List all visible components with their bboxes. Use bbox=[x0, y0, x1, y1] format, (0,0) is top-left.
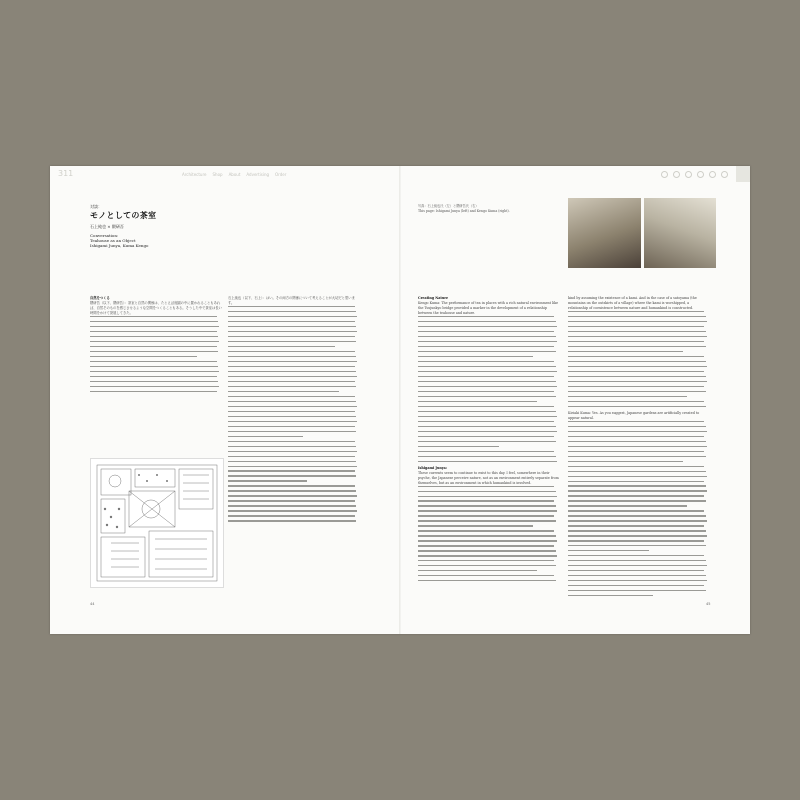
text-line bbox=[90, 376, 217, 377]
text-line bbox=[418, 525, 533, 526]
text-line bbox=[228, 386, 356, 387]
text-line bbox=[228, 436, 303, 437]
text-line bbox=[418, 491, 556, 492]
text-line bbox=[568, 386, 704, 387]
body-text-lines bbox=[90, 316, 222, 392]
column-text: 石上純也（以下、石上）：はい。その両方の関係について考えることが大切だと思います。 bbox=[228, 296, 355, 305]
text-line bbox=[228, 311, 356, 312]
text-line bbox=[568, 515, 706, 516]
text-line bbox=[418, 376, 554, 377]
text-line bbox=[418, 381, 556, 382]
text-line bbox=[90, 336, 218, 337]
text-line bbox=[228, 520, 356, 521]
search-icon[interactable] bbox=[685, 171, 692, 178]
text-line bbox=[228, 391, 339, 392]
text-line bbox=[418, 426, 556, 427]
text-line bbox=[228, 431, 356, 432]
text-line bbox=[228, 446, 356, 447]
text-line bbox=[90, 391, 217, 392]
text-line bbox=[418, 456, 556, 457]
text-line bbox=[568, 381, 707, 382]
text-line bbox=[418, 341, 557, 342]
text-line bbox=[228, 321, 355, 322]
text-line bbox=[568, 485, 706, 486]
text-line bbox=[90, 316, 217, 317]
nav-item-about[interactable]: About bbox=[228, 172, 241, 177]
text-line bbox=[228, 466, 357, 467]
text-line bbox=[418, 515, 554, 516]
text-line bbox=[568, 336, 707, 337]
text-line bbox=[568, 500, 706, 501]
column-text: 隈研吾（以下、隈研吾）：茶室と自然の関係は、たとえば庭園の中に置かれることもあれば、自然そのものを感じさせるような空間をつくることもある。そうした中で茶室は長い時間をかけて発展してきた。 bbox=[90, 301, 222, 315]
article-title-en bbox=[90, 233, 180, 248]
text-line bbox=[418, 545, 554, 546]
text-line bbox=[90, 326, 219, 327]
text-line bbox=[418, 321, 556, 322]
caption-en: This page: Ishigami Junya (left) and Kengo Kuma (right). bbox=[418, 208, 510, 213]
text-line bbox=[568, 510, 704, 511]
text-line bbox=[228, 401, 356, 402]
text-line bbox=[418, 356, 533, 357]
text-line bbox=[418, 411, 556, 412]
text-line bbox=[228, 306, 355, 307]
text-line bbox=[568, 565, 707, 566]
body-text-lines bbox=[418, 316, 560, 462]
text-line bbox=[568, 426, 706, 427]
text-line bbox=[568, 401, 704, 402]
text-line bbox=[568, 520, 707, 521]
title-en-line2: Ishigami Junya, Kuma Kengo bbox=[90, 243, 149, 248]
text-line bbox=[568, 366, 707, 367]
text-line bbox=[418, 336, 556, 337]
nav-item-architecture[interactable]: Architecture bbox=[182, 172, 207, 177]
text-line bbox=[568, 331, 706, 332]
text-line bbox=[228, 341, 356, 342]
text-line bbox=[228, 381, 355, 382]
text-line bbox=[228, 515, 355, 516]
text-line bbox=[418, 436, 554, 437]
text-line bbox=[228, 470, 355, 471]
text-line bbox=[418, 346, 554, 347]
text-line bbox=[228, 495, 357, 496]
text-line bbox=[418, 386, 557, 387]
text-line bbox=[568, 525, 704, 526]
text-line bbox=[228, 366, 355, 367]
text-line bbox=[418, 421, 554, 422]
text-line bbox=[90, 321, 218, 322]
text-line bbox=[418, 570, 537, 571]
text-line bbox=[418, 331, 554, 332]
title-en-line1: Teahouse as an Object bbox=[90, 238, 136, 243]
text-line bbox=[418, 520, 556, 521]
article-kicker: 対談： bbox=[90, 204, 102, 209]
text-line bbox=[568, 471, 706, 472]
text-line bbox=[568, 575, 706, 576]
body-column-4 bbox=[568, 296, 710, 600]
text-line bbox=[90, 386, 219, 387]
text-line bbox=[418, 535, 556, 536]
text-line bbox=[228, 396, 355, 397]
text-line bbox=[568, 326, 704, 327]
issue-number: 311 bbox=[58, 169, 74, 178]
text-line bbox=[568, 550, 649, 551]
text-line bbox=[568, 406, 706, 407]
text-line bbox=[90, 341, 219, 342]
text-line bbox=[228, 416, 356, 417]
text-line bbox=[568, 371, 704, 372]
text-line bbox=[568, 490, 707, 491]
column-heading-2: Ishigami Junya: bbox=[418, 465, 448, 470]
text-line bbox=[568, 356, 704, 357]
text-line bbox=[418, 366, 556, 367]
text-line bbox=[568, 316, 706, 317]
text-line bbox=[90, 371, 219, 372]
text-line bbox=[90, 361, 217, 362]
text-line bbox=[418, 351, 556, 352]
text-line bbox=[418, 486, 554, 487]
text-line bbox=[418, 416, 557, 417]
text-line bbox=[568, 461, 683, 462]
text-line bbox=[228, 336, 355, 337]
title-en-label: Conversation: bbox=[90, 233, 119, 238]
text-line bbox=[228, 480, 307, 481]
nav-item-shop[interactable]: Shop bbox=[212, 172, 223, 177]
text-line bbox=[568, 476, 707, 477]
text-line bbox=[568, 451, 704, 452]
text-line bbox=[568, 346, 706, 347]
nav-item-order[interactable]: Order bbox=[275, 172, 287, 177]
text-line bbox=[228, 441, 355, 442]
text-line bbox=[228, 331, 357, 332]
text-line bbox=[228, 421, 357, 422]
text-line bbox=[568, 436, 704, 437]
body-text-lines bbox=[568, 311, 710, 407]
body-column-1 bbox=[90, 296, 222, 396]
text-line bbox=[228, 351, 355, 352]
text-line bbox=[228, 461, 356, 462]
column-text: Kengo Kuma: The performance of tea in places with a rich natural environment like the Tsujunkyo bridge provided a marker in the development of a relationship between the teahouse and nature. bbox=[418, 301, 559, 315]
text-line bbox=[90, 351, 218, 352]
text-line bbox=[418, 446, 499, 447]
text-line bbox=[228, 490, 356, 491]
text-line bbox=[418, 500, 554, 501]
text-line bbox=[568, 456, 706, 457]
text-line bbox=[568, 351, 683, 352]
text-line bbox=[568, 505, 687, 506]
body-text-lines bbox=[228, 306, 360, 522]
text-line bbox=[568, 590, 706, 591]
body-column-2 bbox=[228, 296, 360, 525]
text-line bbox=[568, 580, 707, 581]
text-line bbox=[228, 316, 357, 317]
portrait-photo-ishigami bbox=[568, 198, 641, 268]
text-line bbox=[418, 530, 554, 531]
text-line bbox=[228, 475, 356, 476]
floor-plan-svg bbox=[91, 459, 223, 587]
text-line bbox=[568, 376, 706, 377]
text-line bbox=[418, 441, 556, 442]
nav-item-advertising[interactable]: Advertising bbox=[246, 172, 270, 177]
text-line bbox=[568, 535, 707, 536]
text-line bbox=[418, 555, 557, 556]
text-line bbox=[418, 431, 557, 432]
text-line bbox=[418, 391, 554, 392]
text-line bbox=[418, 371, 557, 372]
text-line bbox=[418, 461, 557, 462]
text-line bbox=[228, 500, 355, 501]
text-line bbox=[418, 401, 537, 402]
text-line bbox=[418, 540, 557, 541]
text-line bbox=[568, 570, 704, 571]
text-line bbox=[418, 565, 556, 566]
text-line bbox=[228, 485, 355, 486]
article-authors-ja: 石上純也 × 隈研吾 bbox=[90, 224, 124, 229]
text-line bbox=[568, 441, 706, 442]
text-line bbox=[568, 466, 704, 467]
text-line bbox=[228, 451, 357, 452]
text-line bbox=[568, 530, 706, 531]
column-text: kind by assuming the existence of a kami. And in the case of a satoyama (the mountains on the outskirts of a village) where the kami is worshipped, a relationship of coexistence between nature and humankind is constructed. bbox=[568, 296, 697, 310]
column-heading: Creating Nature bbox=[418, 296, 449, 300]
text-line bbox=[418, 496, 557, 497]
menu-icon[interactable] bbox=[697, 171, 704, 178]
text-line bbox=[228, 406, 357, 407]
portrait-photo-kuma bbox=[644, 198, 716, 268]
text-line bbox=[418, 406, 554, 407]
text-line bbox=[228, 326, 356, 327]
toolbar-icons bbox=[661, 171, 728, 178]
text-line bbox=[568, 595, 653, 596]
body-text-lines bbox=[418, 486, 560, 582]
caption-ja: 写真：石上純也氏（左）と隈研吾氏（右） bbox=[418, 204, 479, 208]
top-navigation bbox=[182, 172, 286, 177]
text-line bbox=[568, 560, 706, 561]
magazine-spread bbox=[50, 166, 750, 634]
text-line bbox=[568, 321, 707, 322]
text-line bbox=[568, 361, 706, 362]
text-line bbox=[90, 346, 217, 347]
photo-caption bbox=[418, 204, 568, 213]
text-line bbox=[418, 575, 554, 576]
text-line bbox=[418, 580, 556, 581]
text-line bbox=[568, 495, 704, 496]
text-line bbox=[568, 311, 704, 312]
column-text-2: Kiriaki Kuma: Yes. As you suggest, Japanese gardens are artificially created to appear natural. bbox=[568, 410, 700, 420]
text-line bbox=[228, 361, 357, 362]
text-line bbox=[418, 560, 554, 561]
page-number-left: 44 bbox=[90, 602, 95, 606]
text-line bbox=[568, 391, 706, 392]
text-line bbox=[418, 550, 556, 551]
text-line bbox=[228, 426, 355, 427]
text-line bbox=[418, 361, 554, 362]
page-icon[interactable] bbox=[709, 171, 716, 178]
text-line bbox=[418, 451, 554, 452]
text-line bbox=[90, 366, 218, 367]
zoom-icon[interactable] bbox=[721, 171, 728, 178]
text-line bbox=[568, 446, 707, 447]
column-heading: 自然をつくる bbox=[90, 296, 110, 300]
text-line bbox=[90, 331, 217, 332]
page-number-right: 45 bbox=[706, 602, 711, 606]
column-text-2: These currents seem to continue to exist to this day. I feel, somewhere in their psyche, the Japanese perceive nature, not as an environment entirely separate from themselves, but as an environment in which humankind is involved. bbox=[418, 470, 559, 485]
page-corner-tab[interactable] bbox=[736, 166, 750, 182]
print-icon[interactable] bbox=[673, 171, 680, 178]
text-line bbox=[90, 381, 218, 382]
share-icon[interactable] bbox=[661, 171, 668, 178]
text-line bbox=[228, 346, 335, 347]
text-line bbox=[568, 555, 704, 556]
text-line bbox=[568, 585, 704, 586]
body-text-lines bbox=[568, 421, 710, 597]
text-line bbox=[90, 356, 197, 357]
text-line bbox=[568, 341, 704, 342]
text-line bbox=[418, 316, 554, 317]
text-line bbox=[418, 396, 556, 397]
text-line bbox=[228, 371, 356, 372]
text-line bbox=[568, 431, 707, 432]
spread-gutter bbox=[399, 166, 401, 634]
text-line bbox=[568, 481, 704, 482]
text-line bbox=[568, 396, 687, 397]
text-line bbox=[418, 326, 557, 327]
text-line bbox=[418, 505, 556, 506]
article-title-ja: モノとしての茶室 bbox=[90, 210, 157, 220]
text-line bbox=[228, 456, 355, 457]
body-column-3 bbox=[418, 296, 560, 585]
text-line bbox=[568, 421, 704, 422]
floor-plan-drawing bbox=[90, 458, 224, 588]
text-line bbox=[568, 545, 706, 546]
text-line bbox=[228, 356, 356, 357]
text-line bbox=[418, 510, 557, 511]
text-line bbox=[228, 505, 356, 506]
text-line bbox=[228, 411, 355, 412]
text-line bbox=[568, 540, 704, 541]
text-line bbox=[228, 376, 357, 377]
text-line bbox=[228, 510, 357, 511]
